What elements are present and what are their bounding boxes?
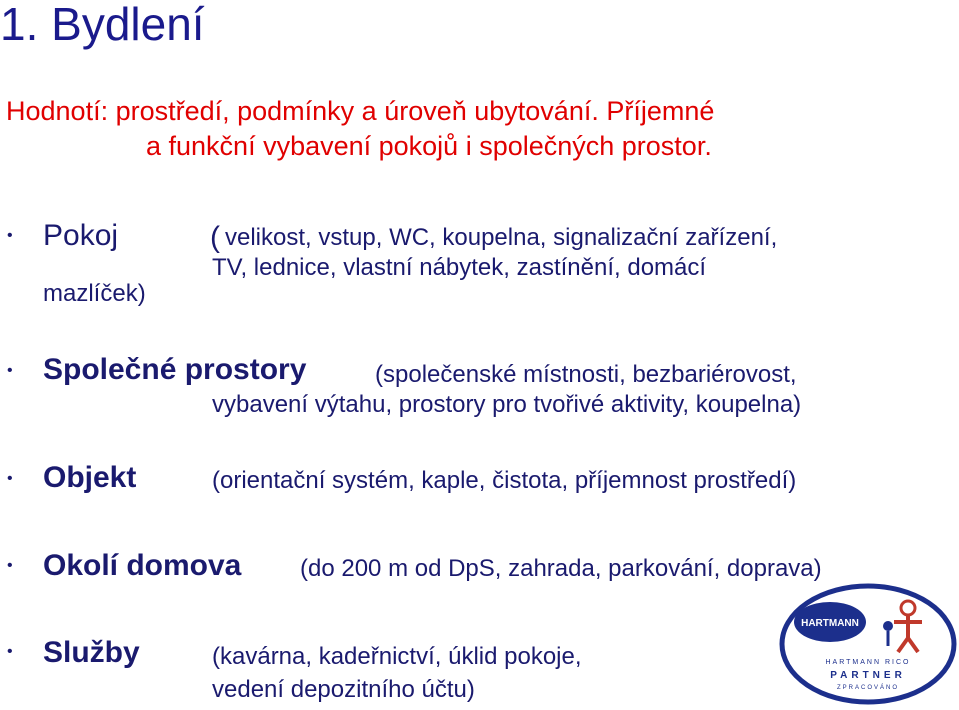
logo-line-1: HARTMANN RICO bbox=[825, 659, 911, 666]
hartmann-partner-logo bbox=[778, 582, 958, 707]
item-desc-okoli: (do 200 m od DpS, zahrada, parkování, doprava) bbox=[300, 555, 822, 582]
bullet-icon: • bbox=[7, 227, 13, 244]
subtitle-line-2: a funkční vybavení pokojů i společných prostor. bbox=[146, 131, 712, 161]
item-desc-objekt: (orientační systém, kaple, čistota, příjemnost prostředí) bbox=[212, 467, 797, 494]
subtitle-line-1: Hodnotí: prostředí, podmínky a úroveň ubytování. Příjemné bbox=[6, 96, 715, 126]
item-desc-pokoj-1: velikost, vstup, WC, koupelna, signalizační zařízení, bbox=[225, 224, 778, 251]
item-label-sluzby: Služby bbox=[43, 636, 140, 669]
item-label-okoli-domova: Okolí domova bbox=[43, 549, 242, 582]
logo-line-3: ZPRACOVÁNO bbox=[836, 685, 900, 691]
item-desc-pokoj-3: mazlíček) bbox=[43, 280, 146, 307]
item-desc-pokoj-2: TV, lednice, vlastní nábytek, zastínění, domácí bbox=[212, 254, 707, 281]
bullet-icon: • bbox=[7, 557, 13, 574]
item-label-spolecne-prostory: Společné prostory bbox=[43, 353, 307, 386]
bullet-icon: • bbox=[7, 470, 13, 487]
item-label-objekt: Objekt bbox=[43, 461, 137, 494]
logo-line-2: PARTNER bbox=[830, 670, 906, 681]
bullet-icon: • bbox=[7, 362, 13, 379]
logo-brand-text: HARTMANN bbox=[801, 618, 859, 629]
bullet-icon: • bbox=[7, 643, 13, 660]
item-label-pokoj: Pokoj bbox=[43, 219, 119, 252]
page-title: 1. Bydlení bbox=[0, 0, 205, 50]
item-desc-sluzby-1: (kavárna, kadeřnictví, úklid pokoje, bbox=[212, 643, 582, 670]
item-desc-spolecne-2: vybavení výtahu, prostory pro tvořivé aktivity, koupelna) bbox=[212, 391, 802, 418]
item-paren: ( bbox=[210, 221, 220, 254]
item-desc-sluzby-2: vedení depozitního účtu) bbox=[212, 676, 475, 703]
item-desc-spolecne-1: (společenské místnosti, bezbariérovost, bbox=[375, 361, 797, 388]
